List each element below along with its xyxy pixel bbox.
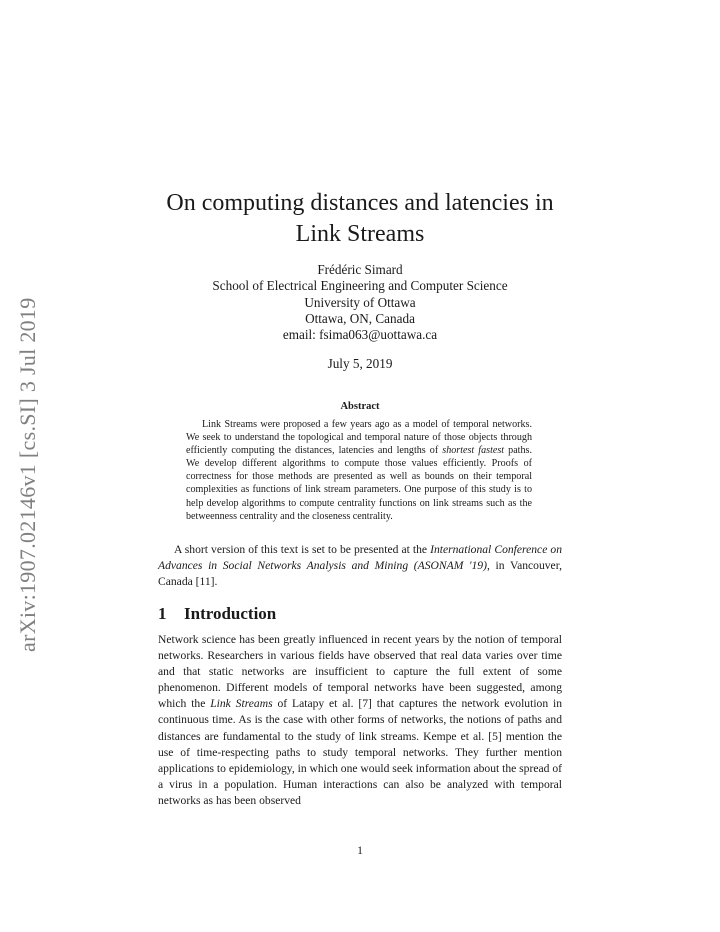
arxiv-identifier-stamp: arXiv:1907.02146v1 [cs.SI] 3 Jul 2019: [15, 297, 40, 652]
section-title: Introduction: [184, 604, 277, 623]
section-heading-introduction: [158, 604, 562, 624]
author-location: Ottawa, ON, Canada: [305, 310, 415, 326]
conference-note: [158, 542, 562, 590]
author-email: email: fsima063@uottawa.ca: [282, 327, 438, 343]
abstract-heading: Abstract: [340, 401, 380, 412]
paper-title: [140, 188, 580, 250]
note-part-1: A short version of this text is set to be presented at the: [174, 543, 431, 556]
note-conference-name: International Conference on Advances in Social Networks Analysis and Mining (ASONAM '19): [158, 543, 562, 573]
note-part-2: , in Vancouver, Canada [11].: [158, 559, 562, 589]
author-block: [160, 262, 560, 343]
body-part-2: of Latapy et al. [7] that captures the network evolution in continuous time. As is the case with other forms of networks, the notions of paths and distances are fundamental to the study of link streams. Kempe et al. [5] mention the use of time-respecting paths to study temporal networks. They further mention applications to epidemiology, in which one would seek information about the spread of a virus in a population. Human interactions can also be analyzed with temporal networks as has been observed: [158, 697, 563, 807]
title-line-2: Link Streams: [295, 221, 425, 247]
author-university: University of Ottawa: [304, 294, 416, 310]
author-affiliation: School of Electrical Engineering and Computer Science: [212, 278, 508, 294]
title-line-1: On computing distances and latencies in: [166, 190, 554, 216]
page-number: 1: [357, 844, 363, 857]
body-part-1: Network science has been greatly influenced in recent years by the notion of temporal networks. Researchers in various fields have observed that real data varies over time and that static networks are insufficient to capture the full extent of some phenomenon. Different models of temporal networks have been suggested, among which the: [158, 633, 562, 711]
abstract-body: [186, 418, 532, 523]
abstract-text-part-2: paths. We develop different algorithms to compute those values efficiently. Proofs of correctness for those methods are presented as well as bounds on their temporal complexities as functions of link stream parameters. One purpose of this study is to help develop algorithms to compute centrality functions on link streams such as the betweenness centrality and the closeness centrality.: [186, 445, 532, 522]
publication-date: July 5, 2019: [327, 356, 393, 371]
body-emphasis: Link Streams: [210, 697, 273, 711]
abstract-text-part-1: Link Streams were proposed a few years ago as a model of temporal networks. We seek to understand the topological and temporal nature of those objects through efficiently computing the distances, latencies and lengths of: [186, 419, 532, 457]
author-name: Frédéric Simard: [317, 262, 403, 277]
section-number: 1: [158, 604, 167, 623]
abstract-text-emphasis: shortest fastest: [442, 445, 505, 457]
introduction-paragraph: [158, 632, 562, 809]
